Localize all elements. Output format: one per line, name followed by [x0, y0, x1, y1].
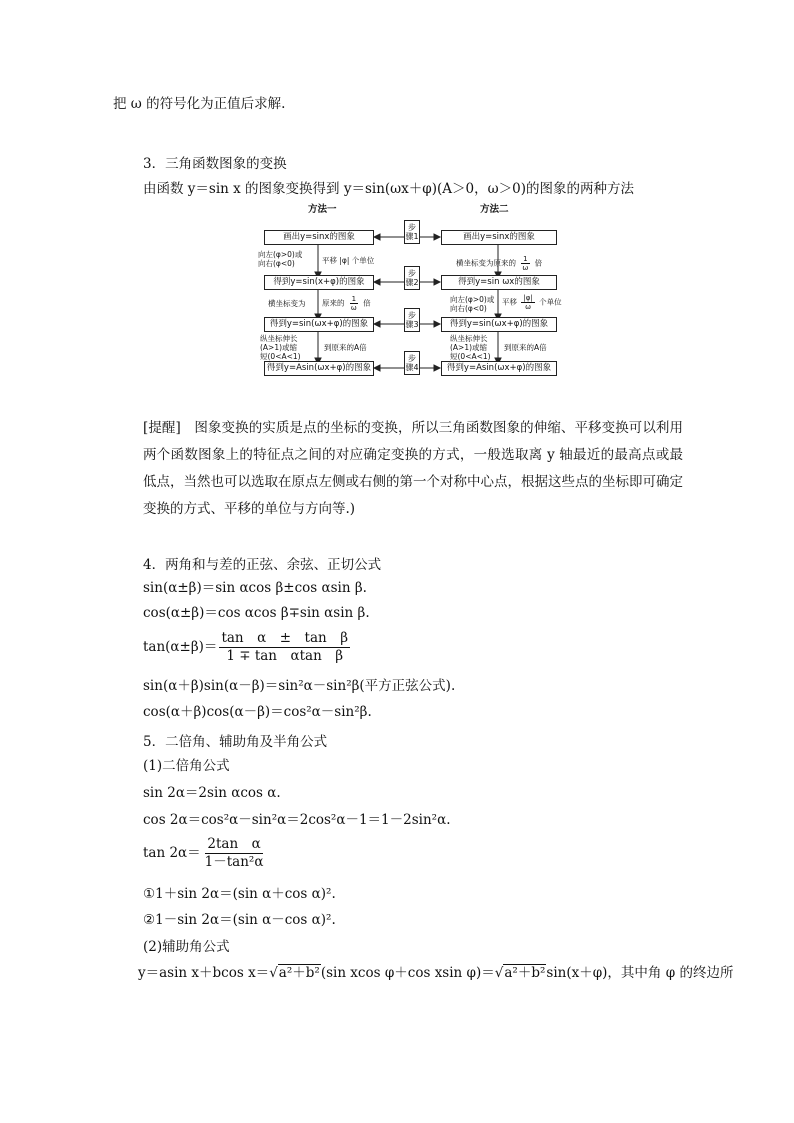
subsection-double-angle: (1)二倍角公式: [143, 758, 230, 774]
left-label-x-scale-2: 原来的 $\frac{1}{\omega}$ 倍: [322, 295, 371, 312]
section-3-title: 3．三角函数图象的变换: [143, 156, 287, 172]
left-label-x-scale: 横坐标变为: [268, 299, 306, 308]
text-line-top: 把 ω 的符号化为正值后求解.: [113, 96, 286, 112]
right-box-4: 得到y=Asin(ωx+φ)的图象: [441, 361, 557, 376]
left-label-y-scale-2: 到原来的A倍: [324, 343, 367, 352]
section-3-intro: 由函数 y＝sin x 的图象变换得到 y＝sin(ωx＋φ)(A＞0，ω＞0)的图象的两种方法: [143, 181, 634, 197]
step-1: 步骤1: [404, 220, 420, 244]
formula-sin-double: sin 2α＝2sin αcos α.: [143, 785, 281, 801]
right-label-shift-amount: 平移 $\frac{|\varphi|}{\omega}$ 个单位: [502, 294, 562, 311]
formula-tan-double: tan 2α＝ $\frac{\text{2tan α}}{\text{1－tan²α}}$: [143, 836, 264, 870]
left-box-2: 得到y=sin(x+φ)的图象: [264, 275, 374, 290]
step-2: 步骤2: [404, 266, 420, 290]
method-1-heading: 方法一: [308, 204, 337, 215]
left-box-1: 画出y=sinx的图象: [264, 230, 374, 245]
left-label-shift-amount: 平移 |φ| 个单位: [322, 256, 375, 265]
left-label-y-scale: 纵坐标伸长 (A>1)或缩 短(0<A<1): [260, 334, 301, 361]
right-label-shift-dir: 向左(φ>0)或 向右(φ<0): [450, 295, 495, 313]
step-4: 步骤4: [404, 351, 420, 375]
formula-sin-sum: sin(α±β)＝sin αcos β±cos αsin β.: [143, 580, 367, 596]
section-5-title: 5．二倍角、辅助角及半角公式: [143, 734, 328, 750]
subsection-auxiliary-angle: (2)辅助角公式: [143, 939, 230, 955]
step-3: 步骤3: [404, 308, 420, 332]
formula-one-minus-sin: ②1－sin 2α＝(sin α－cos α)².: [143, 912, 336, 928]
right-box-1: 画出y=sinx的图象: [441, 230, 557, 245]
transformation-flowchart: [258, 198, 560, 388]
left-box-4: 得到y=Asin(ωx+φ)的图象: [264, 361, 374, 376]
right-box-3: 得到y=sin(ωx+φ)的图象: [441, 317, 557, 332]
right-label-y-scale-2: 到原来的A倍: [504, 343, 547, 352]
formula-cos-sum: cos(α±β)＝cos αcos β∓sin αsin β.: [143, 605, 370, 621]
right-box-2: 得到y=sin ωx的图象: [441, 275, 557, 290]
formula-one-plus-sin: ①1＋sin 2α＝(sin α＋cos α)².: [143, 886, 336, 902]
formula-cos-square: cos(α＋β)cos(α－β)＝cos²α－sin²β.: [143, 704, 372, 720]
right-label-x-scale: 横坐标变为原来的 $\frac{1}{\omega}$ 倍: [456, 255, 543, 272]
method-2-heading: 方法二: [480, 204, 509, 215]
formula-auxiliary-angle: y＝asin x＋bcos x＝√a²＋b²(sin xcos φ＋cos xsin φ)＝√a²＋b²sin(x＋φ)，其中角 φ 的终边所: [138, 965, 734, 981]
formula-sin-square: sin(α＋β)sin(α－β)＝sin²α－sin²β(平方正弦公式).: [143, 678, 456, 694]
formula-cos-double: cos 2α＝cos²α－sin²α＝2cos²α－1＝1－2sin²α.: [143, 812, 451, 828]
section-4-title: 4．两角和与差的正弦、余弦、正切公式: [143, 557, 382, 573]
left-box-3: 得到y=sin(ωx+φ)的图象: [264, 317, 374, 332]
right-label-y-scale: 纵坐标伸长 (A>1)或缩 短(0<A<1): [450, 334, 491, 361]
formula-tan-sum: tan(α±β)＝ $\frac{\text{tan α ± tan β}}{\text{1 ∓ tan αtan β}}$: [143, 630, 349, 664]
left-label-shift-dir: 向左(φ>0)或 向右(φ<0): [258, 250, 303, 268]
reminder-paragraph: [提醒] 图象变换的实质是点的坐标的变换，所以三角函数图象的伸缩、平移变换可以利用两个函数图象上的特征点之间的对应确定变换的方式，一般选取离 y 轴最近的最高点或最低点，当然也可以选取在原点左侧或右侧的第一个对称中心点，根据这些点的坐标即可确定变换的方式、平移的单位与方向等.): [143, 420, 683, 517]
